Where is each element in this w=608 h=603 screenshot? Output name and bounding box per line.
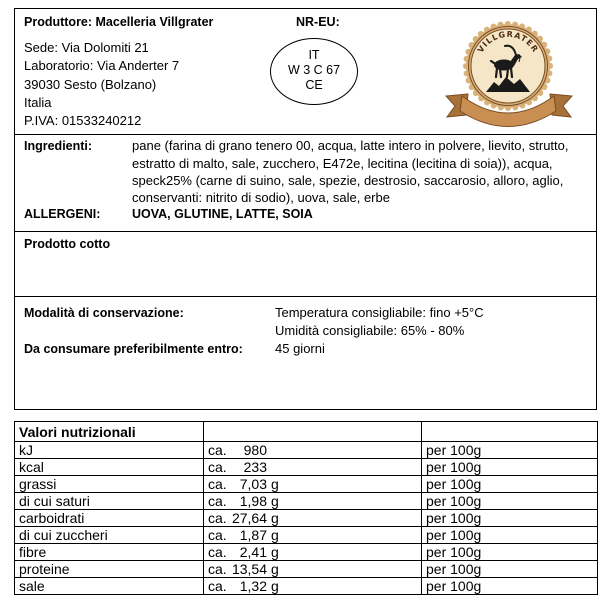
best-before-label: Da consumare preferibilmente entro: xyxy=(24,342,243,356)
nutrient-basis: per 100g xyxy=(422,442,598,459)
address-line-seat: Sede: Via Dolomiti 21 xyxy=(24,40,149,55)
ingredients-line: speck25% (carne di suino, sale, spezie, destrosio, saccarosio, alloro, aglio, xyxy=(132,173,564,188)
nutrient-unit: g xyxy=(271,578,279,594)
nutrient-basis: per 100g xyxy=(422,544,598,561)
nutrition-header-row xyxy=(15,422,598,442)
nutrient-basis: per 100g xyxy=(422,510,598,527)
nutrient-basis: per 100g xyxy=(422,493,598,510)
nutrient-basis: per 100g xyxy=(422,561,598,578)
nutrient-amount: 7,03 xyxy=(239,476,267,492)
nutrition-header: Valori nutrizionali xyxy=(15,422,204,442)
ingredients-line: pane (farina di grano tenero 00, acqua, latte intero in polvere, lievito, strutto, xyxy=(132,138,569,153)
logo-text: VILLGRATER xyxy=(475,29,541,55)
nutrient-name: kcal xyxy=(15,459,204,476)
nutrient-amount-cell xyxy=(204,493,422,510)
nutrient-amount-cell xyxy=(204,476,422,493)
nutrient-unit: g xyxy=(271,561,279,577)
nutrition-row xyxy=(15,510,598,527)
nutrition-row xyxy=(15,544,598,561)
nutrient-name: fibre xyxy=(15,544,204,561)
nutrient-amount-cell xyxy=(204,459,422,476)
nutrition-row xyxy=(15,578,598,595)
section-divider xyxy=(14,296,597,297)
approx-prefix: ca. xyxy=(208,578,227,594)
section-divider xyxy=(14,231,597,232)
nutrient-amount: 980 xyxy=(243,442,267,458)
nutrition-row xyxy=(15,527,598,544)
nutrient-amount: 1,32 xyxy=(239,578,267,594)
nutrient-amount: 2,41 xyxy=(239,544,267,560)
nutrient-name: di cui zuccheri xyxy=(15,527,204,544)
nutrition-row xyxy=(15,476,598,493)
product-state: Prodotto cotto xyxy=(24,237,111,251)
ingredients-label: Ingredienti: xyxy=(24,139,93,153)
nutrient-name: kJ xyxy=(15,442,204,459)
nutrient-basis: per 100g xyxy=(422,476,598,493)
empty-header-cell xyxy=(204,422,422,442)
nutrient-basis: per 100g xyxy=(422,527,598,544)
producer-title: Produttore: Macelleria Villgrater xyxy=(24,15,214,29)
ingredients-line: estratto di malto, sale, zucchero, E472e, lecitina (lecitina di soia)), acqua, xyxy=(132,156,553,171)
storage-label: Modalità di conservazione: xyxy=(24,306,184,320)
nutrient-unit: g xyxy=(271,527,279,543)
nutrient-unit: g xyxy=(271,476,279,492)
nutrient-unit: g xyxy=(271,493,279,509)
nutrient-basis: per 100g xyxy=(422,459,598,476)
approx-prefix: ca. xyxy=(208,459,227,475)
nutrient-amount: 1,87 xyxy=(239,527,267,543)
nutrient-amount-cell xyxy=(204,510,422,527)
approx-prefix: ca. xyxy=(208,544,227,560)
approx-prefix: ca. xyxy=(208,561,227,577)
approval-oval-stamp xyxy=(270,38,358,105)
nutrient-unit: g xyxy=(271,510,279,526)
address-line-country: Italia xyxy=(24,95,52,110)
nutrition-row xyxy=(15,459,598,476)
storage-temperature: Temperatura consigliabile: fino +5°C xyxy=(275,305,484,320)
nutrient-amount-cell xyxy=(204,527,422,544)
nutrient-amount: 13,54 xyxy=(231,561,267,577)
address-line-city: 39030 Sesto (Bolzano) xyxy=(24,77,157,92)
allergens-label: ALLERGENI: xyxy=(24,207,101,221)
section-divider xyxy=(14,134,597,135)
villgrater-logo xyxy=(444,16,574,130)
nutrient-name: grassi xyxy=(15,476,204,493)
nutrient-unit: g xyxy=(271,544,279,560)
address-line-vat: P.IVA: 01533240212 xyxy=(24,113,142,128)
nutrient-amount-cell xyxy=(204,561,422,578)
nutrient-amount: 1,98 xyxy=(239,493,267,509)
approx-prefix: ca. xyxy=(208,510,227,526)
storage-humidity: Umidità consigliabile: 65% - 80% xyxy=(275,323,465,338)
nutrient-amount: 233 xyxy=(243,459,267,475)
approx-prefix: ca. xyxy=(208,442,227,458)
nutrition-row xyxy=(15,561,598,578)
nutrition-row xyxy=(15,442,598,459)
approval-mark-label: NR-EU: xyxy=(296,15,340,29)
approx-prefix: ca. xyxy=(208,493,227,509)
stamp-ce: CE xyxy=(305,78,323,92)
nutrient-amount: 27,64 xyxy=(231,510,267,526)
allergens-value: UOVA, GLUTINE, LATTE, SOIA xyxy=(132,207,313,221)
nutrient-name: proteine xyxy=(15,561,204,578)
empty-header-cell xyxy=(422,422,598,442)
ingredients-line: conservanti: nitrito di sodio), uova, sale, erbe xyxy=(132,190,390,205)
stamp-approval-number: W 3 C 67 xyxy=(287,63,341,77)
nutrient-amount-cell xyxy=(204,442,422,459)
nutrition-table xyxy=(14,421,598,595)
nutrient-amount-cell xyxy=(204,544,422,561)
nutrient-amount-cell xyxy=(204,578,422,595)
nutrient-name: di cui saturi xyxy=(15,493,204,510)
nutrient-basis: per 100g xyxy=(422,578,598,595)
approx-prefix: ca. xyxy=(208,527,227,543)
stamp-country: IT xyxy=(308,48,320,62)
nutrition-row xyxy=(15,493,598,510)
nutrient-name: carboidrati xyxy=(15,510,204,527)
nutrient-name: sale xyxy=(15,578,204,595)
address-line-laboratory: Laboratorio: Via Anderter 7 xyxy=(24,58,180,73)
approx-prefix: ca. xyxy=(208,476,227,492)
best-before-value: 45 giorni xyxy=(275,341,325,356)
